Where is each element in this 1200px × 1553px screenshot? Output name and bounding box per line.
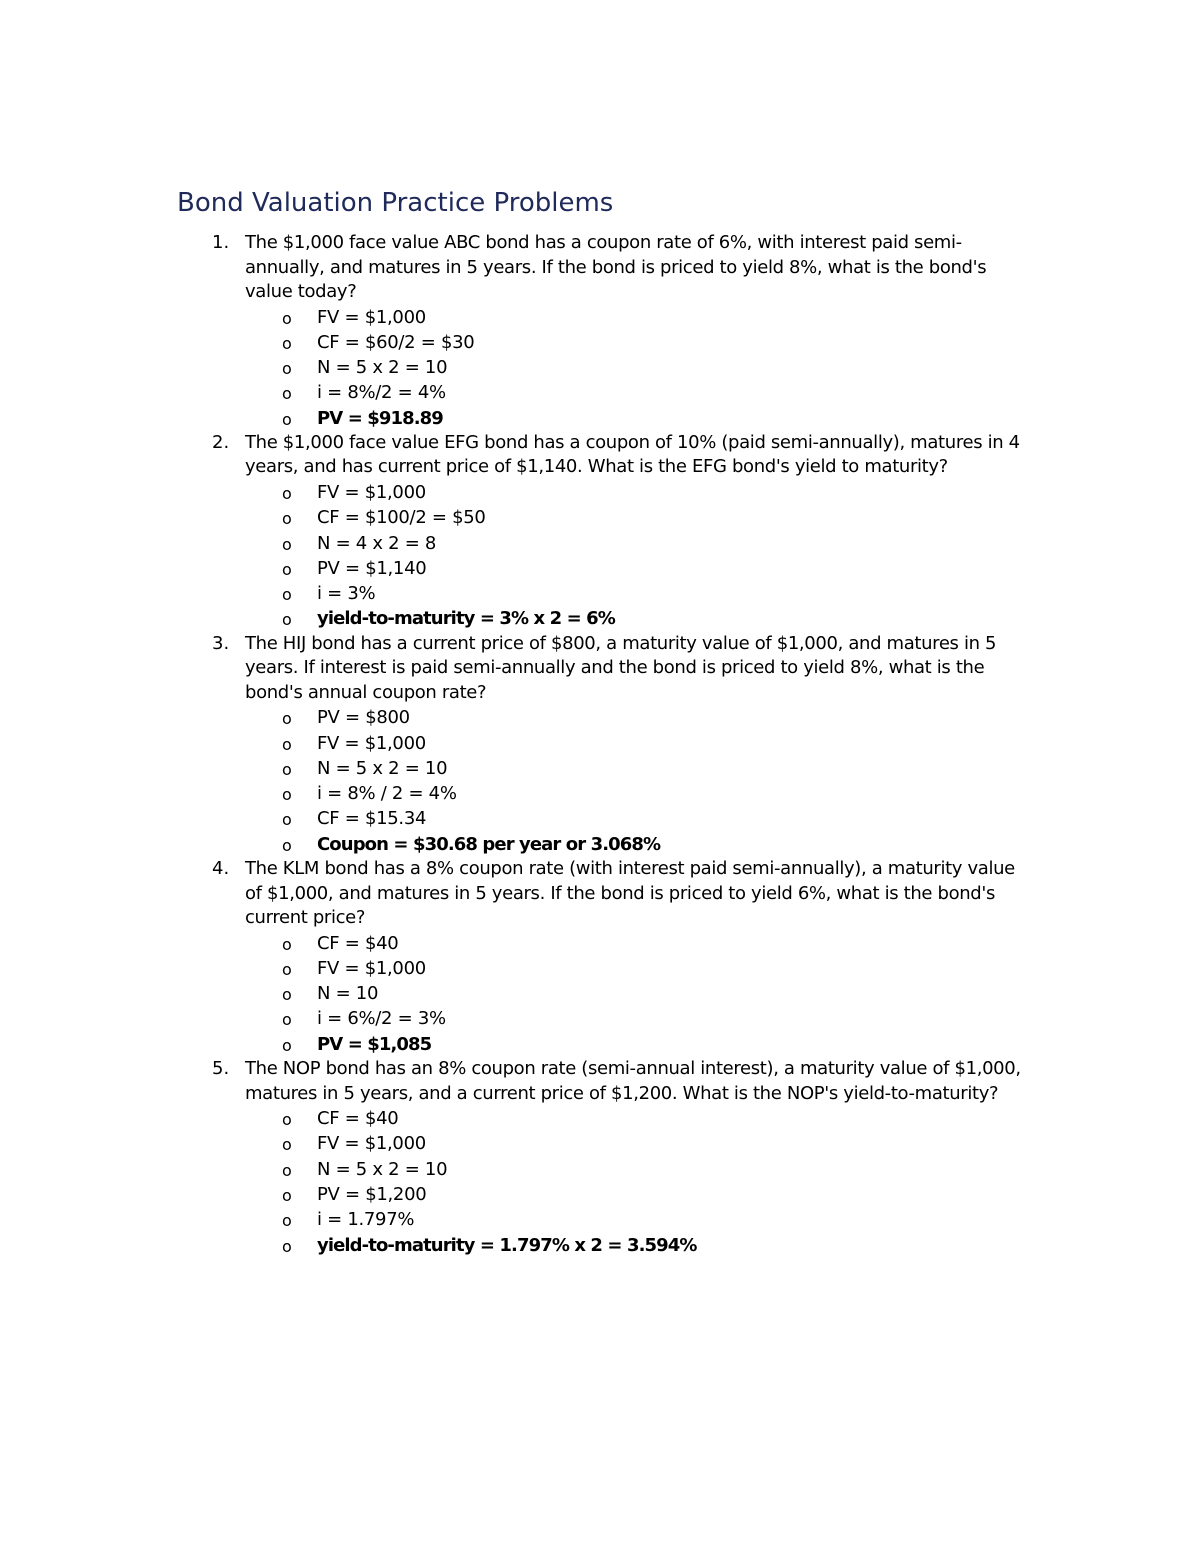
step-text: N = 4 x 2 = 8 — [317, 532, 437, 554]
step-text: FV = $1,000 — [317, 957, 426, 979]
bullet-o-icon: o — [282, 759, 292, 779]
problem-number: 5. — [212, 1058, 230, 1080]
step-text: FV = $1,000 — [317, 306, 426, 328]
answer-text: Coupon = $30.68 per year or 3.068% — [317, 833, 661, 855]
bullet-o-icon: o — [282, 559, 292, 579]
problem-item — [0, 231, 1200, 431]
bullet-o-icon: o — [282, 610, 292, 630]
solution-answer — [0, 1233, 1200, 1258]
bullet-o-icon: o — [282, 384, 292, 404]
step-text: CF = $15.34 — [317, 808, 427, 830]
solution-step — [0, 1207, 1200, 1232]
problem-question: The NOP bond has an 8% coupon rate (semi-annual interest), a maturity value of $1,000, matures in 5 years, and a current price of $1,200. What is the NOP's yield-to-maturity? — [245, 1058, 1021, 1104]
solution-step — [0, 806, 1200, 831]
solution-step — [0, 581, 1200, 606]
problem-question: The HIJ bond has a current price of $800, a maturity value of $1,000, and matures in 5 years. If interest is paid semi-annually and the bond is priced to yield 8%, what is the bond's annual coupon rate? — [245, 632, 997, 703]
solution-steps — [0, 705, 1200, 857]
solution-step — [0, 781, 1200, 806]
bullet-o-icon: o — [282, 308, 292, 328]
step-text: i = 8% / 2 = 4% — [317, 783, 457, 805]
step-text: N = 5 x 2 = 10 — [317, 1158, 448, 1180]
bullet-o-icon: o — [282, 985, 292, 1005]
step-text: CF = $40 — [317, 932, 399, 954]
solution-answer — [0, 406, 1200, 431]
bullet-o-icon: o — [282, 1160, 292, 1180]
solution-step — [0, 956, 1200, 981]
solution-step — [0, 355, 1200, 380]
bullet-o-icon: o — [282, 409, 292, 429]
problem-question: The KLM bond has a 8% coupon rate (with interest paid semi-annually), a maturity value of $1,000, and matures in 5 years. If the bond is priced to yield 6%, what is the bond's current price? — [245, 858, 1015, 929]
bullet-o-icon: o — [282, 534, 292, 554]
step-text: FV = $1,000 — [317, 732, 426, 754]
problem-number: 2. — [212, 431, 230, 453]
solution-step — [0, 731, 1200, 756]
solution-step — [0, 931, 1200, 956]
problem-question: The $1,000 face value ABC bond has a coupon rate of 6%, with interest paid semi-annually, and matures in 5 years. If the bond is priced to yield 8%, what is the bond's value today? — [245, 232, 987, 302]
solution-step — [0, 556, 1200, 581]
solution-step — [0, 305, 1200, 330]
solution-step — [0, 756, 1200, 781]
solution-step — [0, 330, 1200, 355]
solution-step — [0, 981, 1200, 1006]
step-text: i = 1.797% — [317, 1209, 415, 1231]
bullet-o-icon: o — [282, 1236, 292, 1256]
step-text: CF = $60/2 = $30 — [317, 331, 475, 353]
step-text: i = 8%/2 = 4% — [317, 382, 446, 404]
step-text: PV = $800 — [317, 707, 410, 729]
problem-number: 1. — [212, 232, 230, 253]
bullet-o-icon: o — [282, 509, 292, 529]
solution-step — [0, 1106, 1200, 1131]
bullet-o-icon: o — [282, 959, 292, 979]
solution-step — [0, 531, 1200, 556]
step-text: CF = $100/2 = $50 — [317, 507, 486, 529]
step-text: CF = $40 — [317, 1108, 399, 1130]
step-text: PV = $1,200 — [317, 1183, 427, 1205]
solution-step — [0, 1157, 1200, 1182]
step-text: N = 10 — [317, 983, 379, 1005]
solution-step — [0, 1182, 1200, 1207]
solution-steps — [0, 1106, 1200, 1258]
bullet-o-icon: o — [282, 1211, 292, 1231]
bullet-o-icon: o — [282, 709, 292, 729]
bullet-o-icon: o — [282, 1010, 292, 1030]
problem-item — [0, 431, 1200, 632]
step-text: i = 3% — [317, 583, 376, 605]
step-text: N = 5 x 2 = 10 — [317, 357, 448, 379]
bullet-o-icon: o — [282, 810, 292, 830]
step-text: PV = $1,140 — [317, 557, 427, 579]
bullet-o-icon: o — [282, 835, 292, 855]
solution-step — [0, 1006, 1200, 1031]
solution-step — [0, 480, 1200, 505]
step-text: N = 5 x 2 = 10 — [317, 757, 448, 779]
solution-answer — [0, 606, 1200, 631]
problem-item — [0, 632, 1200, 857]
bullet-o-icon: o — [282, 934, 292, 954]
bullet-o-icon: o — [282, 785, 292, 805]
bullet-o-icon: o — [282, 1035, 292, 1055]
solution-steps — [0, 480, 1200, 632]
solution-step — [0, 505, 1200, 530]
bullet-o-icon: o — [282, 1135, 292, 1155]
step-text: FV = $1,000 — [317, 481, 426, 503]
bullet-o-icon: o — [282, 333, 292, 353]
problem-number: 4. — [212, 858, 230, 880]
solution-steps — [0, 931, 1200, 1057]
bullet-o-icon: o — [282, 734, 292, 754]
step-text: FV = $1,000 — [317, 1133, 426, 1155]
problem-item — [0, 857, 1200, 1057]
bullet-o-icon: o — [282, 359, 292, 379]
solution-step — [0, 705, 1200, 730]
solution-step — [0, 1131, 1200, 1156]
solution-steps — [0, 305, 1200, 431]
problem-question: The $1,000 face value EFG bond has a coupon of 10% (paid semi-annually), matures in 4 years, and has current price of $1,140. What is the EFG bond's yield to maturity? — [245, 431, 1020, 478]
problem-item — [0, 1057, 1200, 1258]
answer-text: PV = $1,085 — [317, 1033, 432, 1055]
problem-number: 3. — [212, 632, 230, 654]
page-title: Bond Valuation Practice Problems — [177, 188, 614, 219]
answer-text: PV = $918.89 — [317, 407, 443, 429]
problem-list — [0, 231, 1200, 1258]
answer-text: yield-to-maturity = 3% x 2 = 6% — [317, 608, 615, 630]
bullet-o-icon: o — [282, 1110, 292, 1130]
solution-answer — [0, 1032, 1200, 1057]
bullet-o-icon: o — [282, 483, 292, 503]
bullet-o-icon: o — [282, 585, 292, 605]
solution-step — [0, 380, 1200, 405]
step-text: i = 6%/2 = 3% — [317, 1008, 446, 1030]
bullet-o-icon: o — [282, 1185, 292, 1205]
answer-text: yield-to-maturity = 1.797% x 2 = 3.594% — [317, 1234, 697, 1256]
solution-answer — [0, 832, 1200, 857]
